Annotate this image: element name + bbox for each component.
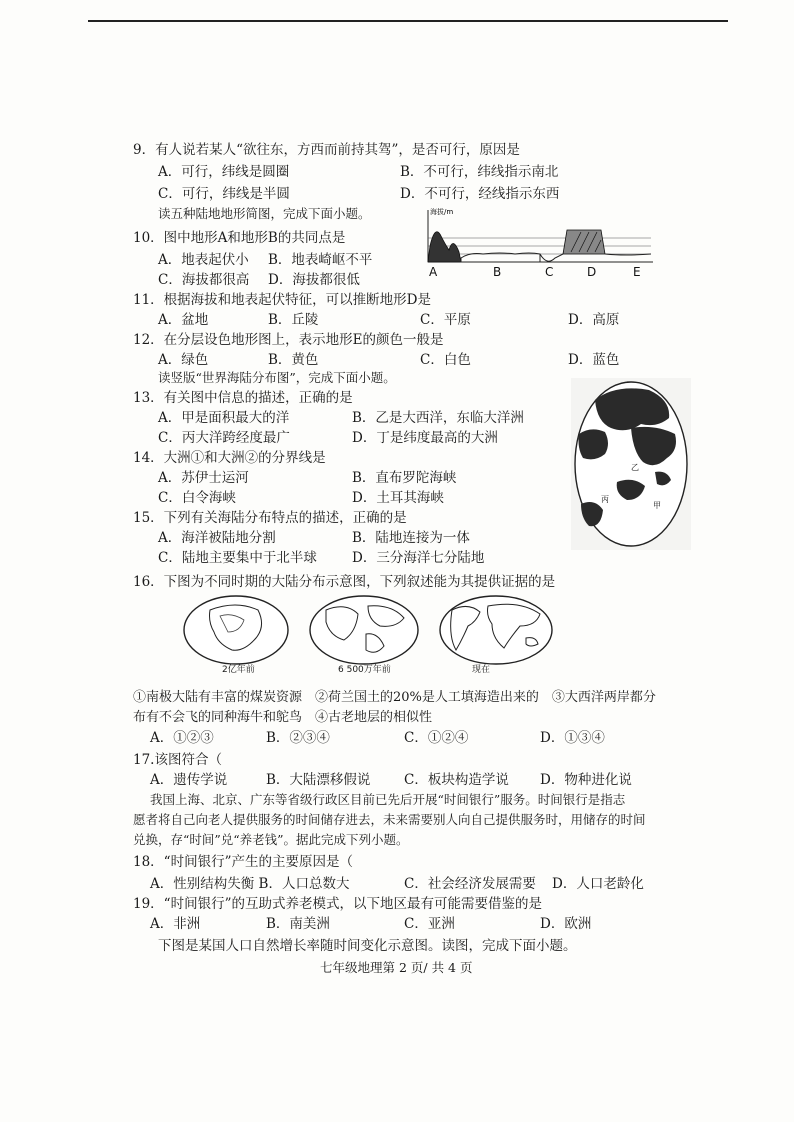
landform-c-shape [540,254,563,261]
time-bank-passage-line1: 我国上海、北京、广东等省级行政区目前已先后开展“时间银行”服务。时间银行是指志 [150,792,626,807]
q18-option-ab: A．性别结构失衡 B．人口总数大 [150,876,350,892]
profile-label-c: C [545,265,554,278]
q17-option-b: B．大陆漂移假说 [266,772,371,788]
q18-option-c: C．社会经济发展需要 [404,876,536,892]
q13-option-b: B．乙是大西洋，东临大洋洲 [352,410,524,426]
q12-option-b: B．黄色 [268,352,319,368]
q13-stem: 13．有关图中信息的描述，正确的是 [133,390,353,406]
q9-option-b: B．不可行，纬线指示南北 [400,164,559,180]
q9-option-a: A．可行，纬线是圆圈 [158,164,290,180]
q9-option-c: C．可行，纬线是半圆 [158,186,290,202]
q14-stem: 14．大洲①和大洲②的分界线是 [133,450,326,466]
map-65-million-years-ago [310,596,418,664]
q14-option-a: A．苏伊士运河 [158,470,249,486]
q13-option-d: D．丁是纬度最高的大洲 [352,430,498,446]
time-bank-passage-line2: 愿者将自己向老人提供服务的时间储存进去，未来需要别人向自己提供服务时，用储存的时间 [133,812,646,827]
q18-option-d: D．人口老龄化 [552,876,644,892]
time-bank-passage-line3: 兑换，存“时间”兑“养老钱”。据此完成下列小题。 [133,832,409,847]
caption-65-million-years: 6 500万年前 [338,665,391,675]
q15-option-d: D．三分海洋七分陆地 [352,550,485,566]
q19-option-d: D．欧洲 [540,916,592,932]
q10-option-b: B．地表崎岖不平 [268,252,373,268]
q11-option-b: B．丘陵 [268,312,319,328]
q16-option-b: B．②③④ [266,730,330,746]
q13-option-a: A．甲是面积最大的洋 [158,410,290,426]
top-rule [88,20,728,22]
q14-option-c: C．白令海峡 [158,490,236,506]
q9-option-d: D．不可行，经线指示东西 [400,186,560,202]
q15-option-a: A．海洋被陆地分割 [158,530,276,546]
q17-option-c: C．板块构造学说 [404,772,509,788]
q12-stem: 12．在分层设色地形图上，表示地形E的颜色一般是 [133,332,444,348]
map-present-day [440,596,552,664]
q17-stem: 17.该图符合（ [133,752,222,768]
page-footer: 七年级地理第 2 页/ 共 4 页 [320,960,473,975]
profile-label-e: E [633,265,641,278]
caption-200-million-years: 2亿年前 [222,665,255,675]
q17-option-a: A．遗传学说 [150,772,228,788]
q11-stem: 11．根据海拔和地表起伏特征，可以推断地形D是 [133,292,432,308]
vertical-world-map [571,378,691,550]
q16-option-d: D．①③④ [540,730,605,746]
q11-option-d: D．高原 [568,312,620,328]
q12-option-d: D．蓝色 [568,352,620,368]
q18-stem: 18．“时间银行”产生的主要原因是（ [133,854,353,870]
profile-ylabel: 海拔/m [430,208,454,216]
q19-option-b: B．南美洲 [266,916,330,932]
q16-option-c: C．①②④ [404,730,469,746]
q16-option-a: A．①②③ [150,730,214,746]
q16-stem: 16．下图为不同时期的大陆分布示意图，下列叙述能为其提供证据的是 [133,574,556,590]
q15-option-c: C．陆地主要集中于北半球 [158,550,317,566]
q10-stem: 10．图中地形A和地形B的共同点是 [133,230,346,246]
q16-statements-line2: 布有不会飞的同种海牛和鸵鸟 ④古老地层的相似性 [133,710,433,725]
q14-option-b: B．直布罗陀海峡 [352,470,457,486]
intro-13-15: 读竖版“世界海陆分布图”，完成下面小题。 [158,370,396,385]
q10-option-c: C．海拔都很高 [158,272,250,288]
intro-10-12: 读五种陆地地形简图，完成下面小题。 [158,206,371,221]
q12-option-a: A．绿色 [158,352,209,368]
map-continent-west [579,429,609,459]
map-label-bing: 丙 [601,495,609,504]
intro-next-questions: 下图是某国人口自然增长率随时间变化示意图。读图，完成下面小题。 [158,938,577,954]
map-label-yi: 乙 [631,463,639,472]
q11-option-a: A．盆地 [158,312,209,328]
q13-option-c: C．丙大洋跨经度最广 [158,430,290,446]
landform-b-shape [461,253,540,262]
profile-label-b: B [493,265,502,278]
profile-label-d: D [587,265,597,278]
q9-stem: 9．有人说若某人“欲往东，方西而前持其驾”，是否可行，原因是 [133,142,520,158]
q19-option-a: A．非洲 [150,916,201,932]
q15-stem: 15．下列有关海陆分布特点的描述，正确的是 [133,510,407,526]
q19-option-c: C．亚洲 [404,916,455,932]
q17-option-d: D．物种进化说 [540,772,632,788]
q10-option-a: A．地表起伏小 [158,252,249,268]
q12-option-c: C．白色 [420,352,471,368]
q14-option-d: D．土耳其海峡 [352,490,444,506]
q15-option-b: B．陆地连接为一体 [352,530,470,546]
q19-stem: 19．“时间银行”的互助式养老模式，以下地区最有可能需要借鉴的是 [133,896,542,912]
landform-a-shape [428,232,461,262]
q10-option-d: D．海拔都很低 [268,272,360,288]
profile-label-a: A [429,265,438,278]
map-200-million-years-ago [184,596,288,664]
q11-option-c: C．平原 [420,312,471,328]
landform-profile-diagram [425,206,655,278]
caption-present: 现在 [472,665,491,675]
map-label-jia: 甲 [653,501,661,510]
q16-statements-line1: ①南极大陆有丰富的煤炭资源 ②荷兰国土的20%是人工填海造出来的 ③大西洋两岸都分 [133,690,656,705]
